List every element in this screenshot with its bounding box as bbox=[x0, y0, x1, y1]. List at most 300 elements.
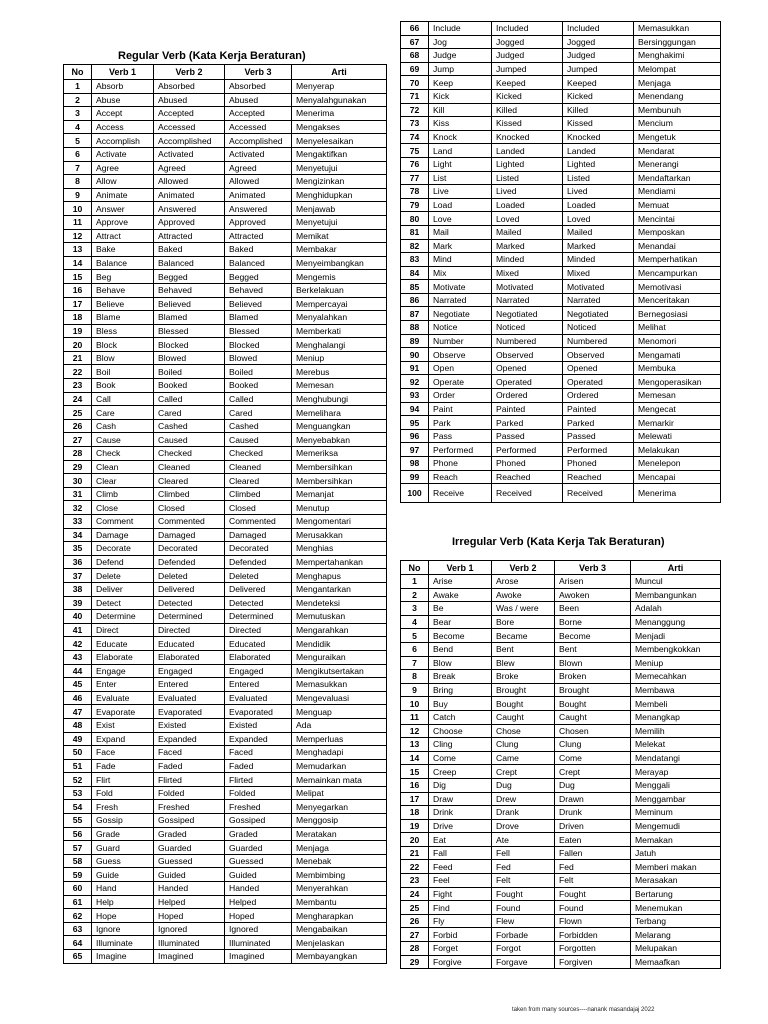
table-row bbox=[401, 103, 721, 117]
row-number: 54 bbox=[64, 800, 92, 814]
table-cell: Broke bbox=[492, 670, 555, 684]
table-cell: Broken bbox=[555, 670, 631, 684]
table-row bbox=[401, 642, 721, 656]
table-cell: Membersihkan bbox=[292, 474, 387, 488]
table-cell: Expand bbox=[92, 732, 154, 746]
row-number: 45 bbox=[64, 678, 92, 692]
table-cell: Close bbox=[92, 501, 154, 515]
table-cell: Agree bbox=[92, 161, 154, 175]
table-cell: Accomplished bbox=[225, 134, 292, 148]
row-number: 20 bbox=[401, 833, 429, 847]
table-row bbox=[401, 819, 721, 833]
table-cell: Existed bbox=[154, 718, 225, 732]
table-row bbox=[401, 321, 721, 335]
table-cell: Park bbox=[429, 416, 492, 430]
row-number: 89 bbox=[401, 334, 429, 348]
table-cell: Parked bbox=[492, 416, 563, 430]
table-row bbox=[64, 120, 387, 134]
table-row bbox=[64, 596, 387, 610]
table-cell: Bend bbox=[429, 642, 492, 656]
row-number: 4 bbox=[401, 615, 429, 629]
table-cell: Absorbed bbox=[225, 80, 292, 94]
table-cell: Boil bbox=[92, 365, 154, 379]
table-row bbox=[401, 602, 721, 616]
table-cell: Keeped bbox=[492, 76, 563, 90]
table-cell: Called bbox=[225, 392, 292, 406]
row-number: 60 bbox=[64, 882, 92, 896]
row-number: 80 bbox=[401, 212, 429, 226]
table-row bbox=[401, 361, 721, 375]
table-cell: Detected bbox=[225, 596, 292, 610]
table-cell: Allowed bbox=[154, 175, 225, 189]
table-cell: Feel bbox=[429, 874, 492, 888]
table-cell: Blowed bbox=[225, 351, 292, 365]
table-cell: Menguraikan bbox=[292, 650, 387, 664]
table-cell: Illuminate bbox=[92, 936, 154, 950]
table-row bbox=[401, 457, 721, 471]
table-cell: Menggali bbox=[631, 778, 721, 792]
table-cell: Cared bbox=[154, 406, 225, 420]
regular-verb-title: Regular Verb (Kata Kerja Beraturan) bbox=[118, 50, 306, 62]
table-cell: Melekat bbox=[631, 738, 721, 752]
table-cell: Caused bbox=[154, 433, 225, 447]
table-cell: Blow bbox=[429, 656, 492, 670]
table-row bbox=[64, 895, 387, 909]
table-cell: Become bbox=[555, 629, 631, 643]
table-cell: Menjadi bbox=[631, 629, 721, 643]
row-number: 30 bbox=[64, 474, 92, 488]
table-cell: Behave bbox=[92, 283, 154, 297]
table-cell: Phoned bbox=[492, 457, 563, 471]
table-cell: Face bbox=[92, 746, 154, 760]
table-cell: Listed bbox=[563, 171, 634, 185]
table-cell: Determined bbox=[154, 610, 225, 624]
table-cell: Judged bbox=[492, 49, 563, 63]
table-row bbox=[401, 914, 721, 928]
table-cell: Behaved bbox=[225, 283, 292, 297]
table-cell: Ignore bbox=[92, 922, 154, 936]
table-cell: Forbid bbox=[429, 928, 492, 942]
table-row bbox=[401, 185, 721, 199]
table-cell: Lighted bbox=[492, 157, 563, 171]
table-row bbox=[401, 588, 721, 602]
table-cell: Engage bbox=[92, 664, 154, 678]
table-row bbox=[401, 683, 721, 697]
table-cell: Observe bbox=[429, 348, 492, 362]
table-row bbox=[64, 202, 387, 216]
table-row bbox=[401, 778, 721, 792]
table-cell: Memelihara bbox=[292, 406, 387, 420]
table-cell: Comment bbox=[92, 515, 154, 529]
table-cell: Menyelesaikan bbox=[292, 134, 387, 148]
table-cell: Menghalangi bbox=[292, 338, 387, 352]
table-cell: Memasukkan bbox=[292, 678, 387, 692]
table-cell: Menjawab bbox=[292, 202, 387, 216]
table-row bbox=[64, 406, 387, 420]
table-cell: Flirted bbox=[154, 773, 225, 787]
table-cell: Menyetujui bbox=[292, 161, 387, 175]
table-cell: Agreed bbox=[225, 161, 292, 175]
table-cell: Fold bbox=[92, 786, 154, 800]
irregular-verb-table bbox=[400, 560, 721, 969]
table-cell: Ignored bbox=[225, 922, 292, 936]
row-number: 12 bbox=[64, 229, 92, 243]
row-number: 25 bbox=[64, 406, 92, 420]
table-cell: Drink bbox=[429, 806, 492, 820]
table-cell: Arose bbox=[492, 575, 555, 589]
row-number: 50 bbox=[64, 746, 92, 760]
table-cell: Mengomentari bbox=[292, 515, 387, 529]
table-cell: Opened bbox=[492, 361, 563, 375]
table-cell: Accepted bbox=[225, 107, 292, 121]
row-number: 8 bbox=[64, 175, 92, 189]
row-number: 40 bbox=[64, 610, 92, 624]
table-cell: Blocked bbox=[225, 338, 292, 352]
table-row bbox=[64, 215, 387, 229]
table-row bbox=[401, 334, 721, 348]
table-cell: Fought bbox=[555, 887, 631, 901]
table-cell: Membimbing bbox=[292, 868, 387, 882]
row-number: 41 bbox=[64, 623, 92, 637]
table-cell: Membayangkan bbox=[292, 950, 387, 964]
irregular-verb-title: Irregular Verb (Kata Kerja Tak Beraturan) bbox=[452, 536, 665, 548]
row-number: 27 bbox=[401, 928, 429, 942]
table-row bbox=[401, 942, 721, 956]
table-cell: Hope bbox=[92, 909, 154, 923]
row-number: 48 bbox=[64, 718, 92, 732]
table-cell: Flew bbox=[492, 914, 555, 928]
row-number: 1 bbox=[64, 80, 92, 94]
table-cell: Mengharapkan bbox=[292, 909, 387, 923]
table-cell: Delivered bbox=[225, 582, 292, 596]
table-cell: Meminum bbox=[631, 806, 721, 820]
table-cell: Cleaned bbox=[225, 460, 292, 474]
table-row bbox=[64, 474, 387, 488]
row-number: 90 bbox=[401, 348, 429, 362]
table-cell: Dug bbox=[492, 778, 555, 792]
table-cell: Enter bbox=[92, 678, 154, 692]
table-cell: Jatuh bbox=[631, 846, 721, 860]
table-row bbox=[401, 157, 721, 171]
row-number: 34 bbox=[64, 528, 92, 542]
table-cell: Mengamati bbox=[634, 348, 721, 362]
row-number: 33 bbox=[64, 515, 92, 529]
row-number: 2 bbox=[64, 93, 92, 107]
table-cell: Eaten bbox=[555, 833, 631, 847]
table-cell: Approve bbox=[92, 215, 154, 229]
table-cell: Educated bbox=[154, 637, 225, 651]
table-cell: Fly bbox=[429, 914, 492, 928]
table-cell: Menelepon bbox=[634, 457, 721, 471]
table-cell: Memaafkan bbox=[631, 955, 721, 969]
table-cell: Evaporated bbox=[154, 705, 225, 719]
table-cell: Cash bbox=[92, 419, 154, 433]
row-number: 15 bbox=[64, 270, 92, 284]
table-cell: Deleted bbox=[225, 569, 292, 583]
table-cell: Check bbox=[92, 447, 154, 461]
table-cell: Motivated bbox=[563, 280, 634, 294]
table-cell: Entered bbox=[225, 678, 292, 692]
table-cell: Fight bbox=[429, 887, 492, 901]
table-cell: Mailed bbox=[492, 225, 563, 239]
table-cell: Menyebabkan bbox=[292, 433, 387, 447]
table-cell: Kiss bbox=[429, 117, 492, 131]
table-cell: Mind bbox=[429, 253, 492, 267]
table-row bbox=[401, 89, 721, 103]
table-row bbox=[64, 582, 387, 596]
table-cell: Graded bbox=[154, 827, 225, 841]
table-cell: Arise bbox=[429, 575, 492, 589]
table-cell: Loved bbox=[492, 212, 563, 226]
table-cell: Determined bbox=[225, 610, 292, 624]
table-cell: Baked bbox=[154, 243, 225, 257]
table-header-row bbox=[64, 65, 387, 80]
table-cell: Call bbox=[92, 392, 154, 406]
table-cell: Noticed bbox=[492, 321, 563, 335]
table-cell: Mengikutsertakan bbox=[292, 664, 387, 678]
table-cell: Clung bbox=[492, 738, 555, 752]
table-header-row bbox=[401, 561, 721, 575]
table-cell: Detect bbox=[92, 596, 154, 610]
row-number: 74 bbox=[401, 130, 429, 144]
row-number: 84 bbox=[401, 266, 429, 280]
row-number: 12 bbox=[401, 724, 429, 738]
table-cell: Mengabaikan bbox=[292, 922, 387, 936]
table-cell: Damaged bbox=[225, 528, 292, 542]
table-cell: Clear bbox=[92, 474, 154, 488]
table-cell: Agreed bbox=[154, 161, 225, 175]
table-row bbox=[64, 610, 387, 624]
table-cell: Detected bbox=[154, 596, 225, 610]
table-cell: Mempertahankan bbox=[292, 555, 387, 569]
row-number: 57 bbox=[64, 841, 92, 855]
table-cell: Was / were bbox=[492, 602, 555, 616]
row-number: 22 bbox=[401, 860, 429, 874]
table-cell: Menendang bbox=[634, 89, 721, 103]
table-cell: Guide bbox=[92, 868, 154, 882]
table-cell: Decorated bbox=[154, 542, 225, 556]
row-number: 81 bbox=[401, 225, 429, 239]
table-cell: Commented bbox=[225, 515, 292, 529]
table-cell: Mencium bbox=[634, 117, 721, 131]
table-cell: Landed bbox=[492, 144, 563, 158]
table-row bbox=[401, 846, 721, 860]
table-cell: Minded bbox=[563, 253, 634, 267]
table-cell: Loaded bbox=[563, 198, 634, 212]
table-cell: Faded bbox=[225, 759, 292, 773]
table-cell: Narrated bbox=[429, 293, 492, 307]
table-cell: Menyegarkan bbox=[292, 800, 387, 814]
table-cell: Menghias bbox=[292, 542, 387, 556]
table-row bbox=[401, 348, 721, 362]
table-cell: Keeped bbox=[563, 76, 634, 90]
row-number: 15 bbox=[401, 765, 429, 779]
table-cell: Keep bbox=[429, 76, 492, 90]
table-row bbox=[401, 470, 721, 484]
table-cell: Merebus bbox=[292, 365, 387, 379]
row-number: 38 bbox=[64, 582, 92, 596]
row-number: 17 bbox=[401, 792, 429, 806]
table-cell: Menghadapi bbox=[292, 746, 387, 760]
table-cell: Memutuskan bbox=[292, 610, 387, 624]
table-cell: Mengecat bbox=[634, 402, 721, 416]
table-cell: Blew bbox=[492, 656, 555, 670]
row-number: 87 bbox=[401, 307, 429, 321]
table-cell: Menandai bbox=[634, 239, 721, 253]
table-cell: Folded bbox=[154, 786, 225, 800]
table-cell: Live bbox=[429, 185, 492, 199]
table-cell: Meniup bbox=[292, 351, 387, 365]
table-cell: Opened bbox=[563, 361, 634, 375]
table-cell: Brought bbox=[492, 683, 555, 697]
table-cell: Accept bbox=[92, 107, 154, 121]
table-row bbox=[64, 637, 387, 651]
table-cell: Buy bbox=[429, 697, 492, 711]
table-cell: Merusakkan bbox=[292, 528, 387, 542]
table-cell: Catch bbox=[429, 710, 492, 724]
table-row bbox=[401, 874, 721, 888]
table-row bbox=[401, 484, 721, 503]
table-row bbox=[64, 311, 387, 325]
table-cell: Imagined bbox=[154, 950, 225, 964]
table-row bbox=[401, 429, 721, 443]
row-number: 25 bbox=[401, 901, 429, 915]
table-cell: Access bbox=[92, 120, 154, 134]
table-row bbox=[401, 710, 721, 724]
table-cell: Directed bbox=[225, 623, 292, 637]
table-cell: Damage bbox=[92, 528, 154, 542]
table-cell: Bought bbox=[555, 697, 631, 711]
table-row bbox=[64, 854, 387, 868]
table-cell: Gossip bbox=[92, 814, 154, 828]
table-cell: Awoke bbox=[492, 588, 555, 602]
column-header: Verb 1 bbox=[429, 561, 492, 575]
table-cell: Guarded bbox=[225, 841, 292, 855]
table-cell: Mencintai bbox=[634, 212, 721, 226]
table-row bbox=[401, 225, 721, 239]
row-number: 96 bbox=[401, 429, 429, 443]
table-cell: Mail bbox=[429, 225, 492, 239]
table-cell: Memesan bbox=[292, 379, 387, 393]
table-cell: Fallen bbox=[555, 846, 631, 860]
table-cell: Cleared bbox=[225, 474, 292, 488]
row-number: 53 bbox=[64, 786, 92, 800]
table-cell: Cashed bbox=[154, 419, 225, 433]
table-cell: Faded bbox=[154, 759, 225, 773]
table-row bbox=[64, 936, 387, 950]
table-cell: Melupakan bbox=[631, 942, 721, 956]
table-cell: Love bbox=[429, 212, 492, 226]
row-number: 23 bbox=[64, 379, 92, 393]
table-cell: Faced bbox=[225, 746, 292, 760]
table-cell: Killed bbox=[492, 103, 563, 117]
row-number: 69 bbox=[401, 62, 429, 76]
table-cell: Memudarkan bbox=[292, 759, 387, 773]
table-cell: Load bbox=[429, 198, 492, 212]
table-cell: Membakar bbox=[292, 243, 387, 257]
table-cell: Fell bbox=[492, 846, 555, 860]
table-cell: Dig bbox=[429, 778, 492, 792]
row-number: 55 bbox=[64, 814, 92, 828]
table-cell: Muncul bbox=[631, 575, 721, 589]
table-cell: Helped bbox=[154, 895, 225, 909]
table-row bbox=[64, 705, 387, 719]
table-cell: Include bbox=[429, 22, 492, 36]
row-number: 93 bbox=[401, 389, 429, 403]
row-number: 85 bbox=[401, 280, 429, 294]
table-cell: Bernegosiasi bbox=[634, 307, 721, 321]
table-cell: Believed bbox=[225, 297, 292, 311]
table-cell: Deliver bbox=[92, 582, 154, 596]
table-cell: Blow bbox=[92, 351, 154, 365]
table-cell: Clung bbox=[555, 738, 631, 752]
table-row bbox=[401, 266, 721, 280]
table-cell: Jump bbox=[429, 62, 492, 76]
table-cell: Memuat bbox=[634, 198, 721, 212]
table-row bbox=[64, 256, 387, 270]
table-cell: Mendarat bbox=[634, 144, 721, 158]
table-cell: Climbed bbox=[225, 487, 292, 501]
column-header: Arti bbox=[631, 561, 721, 575]
table-cell: Exist bbox=[92, 718, 154, 732]
table-cell: Abused bbox=[154, 93, 225, 107]
row-number: 58 bbox=[64, 854, 92, 868]
table-cell: Came bbox=[492, 751, 555, 765]
table-cell: Forgive bbox=[429, 955, 492, 969]
table-row bbox=[64, 678, 387, 692]
table-cell: Mengaktifkan bbox=[292, 147, 387, 161]
table-cell: Evaluated bbox=[225, 691, 292, 705]
table-cell: Mailed bbox=[563, 225, 634, 239]
table-cell: Bear bbox=[429, 615, 492, 629]
table-cell: Minded bbox=[492, 253, 563, 267]
table-cell: Handed bbox=[154, 882, 225, 896]
table-row bbox=[64, 188, 387, 202]
table-cell: Helped bbox=[225, 895, 292, 909]
table-cell: Fought bbox=[492, 887, 555, 901]
regular-verb-table-part2 bbox=[400, 21, 721, 503]
table-cell: Bless bbox=[92, 324, 154, 338]
table-cell: Negotiated bbox=[492, 307, 563, 321]
table-cell: Phone bbox=[429, 457, 492, 471]
table-cell: Found bbox=[492, 901, 555, 915]
table-cell: Receive bbox=[429, 484, 492, 503]
table-row bbox=[401, 35, 721, 49]
row-number: 18 bbox=[64, 311, 92, 325]
table-cell: Awoken bbox=[555, 588, 631, 602]
table-cell: Menebak bbox=[292, 854, 387, 868]
table-cell: Menemukan bbox=[631, 901, 721, 915]
table-row bbox=[401, 253, 721, 267]
table-cell: Fade bbox=[92, 759, 154, 773]
table-cell: Defend bbox=[92, 555, 154, 569]
table-cell: Draw bbox=[429, 792, 492, 806]
table-cell: Attracted bbox=[154, 229, 225, 243]
table-cell: Mendeteksi bbox=[292, 596, 387, 610]
table-row bbox=[64, 664, 387, 678]
row-number: 73 bbox=[401, 117, 429, 131]
row-number: 2 bbox=[401, 588, 429, 602]
table-cell: Ate bbox=[492, 833, 555, 847]
table-cell: Operated bbox=[563, 375, 634, 389]
row-number: 31 bbox=[64, 487, 92, 501]
table-cell: Open bbox=[429, 361, 492, 375]
table-cell: Operated bbox=[492, 375, 563, 389]
table-cell: Approved bbox=[225, 215, 292, 229]
table-cell: Membengkokkan bbox=[631, 642, 721, 656]
table-cell: Evaporate bbox=[92, 705, 154, 719]
table-cell: Accessed bbox=[154, 120, 225, 134]
